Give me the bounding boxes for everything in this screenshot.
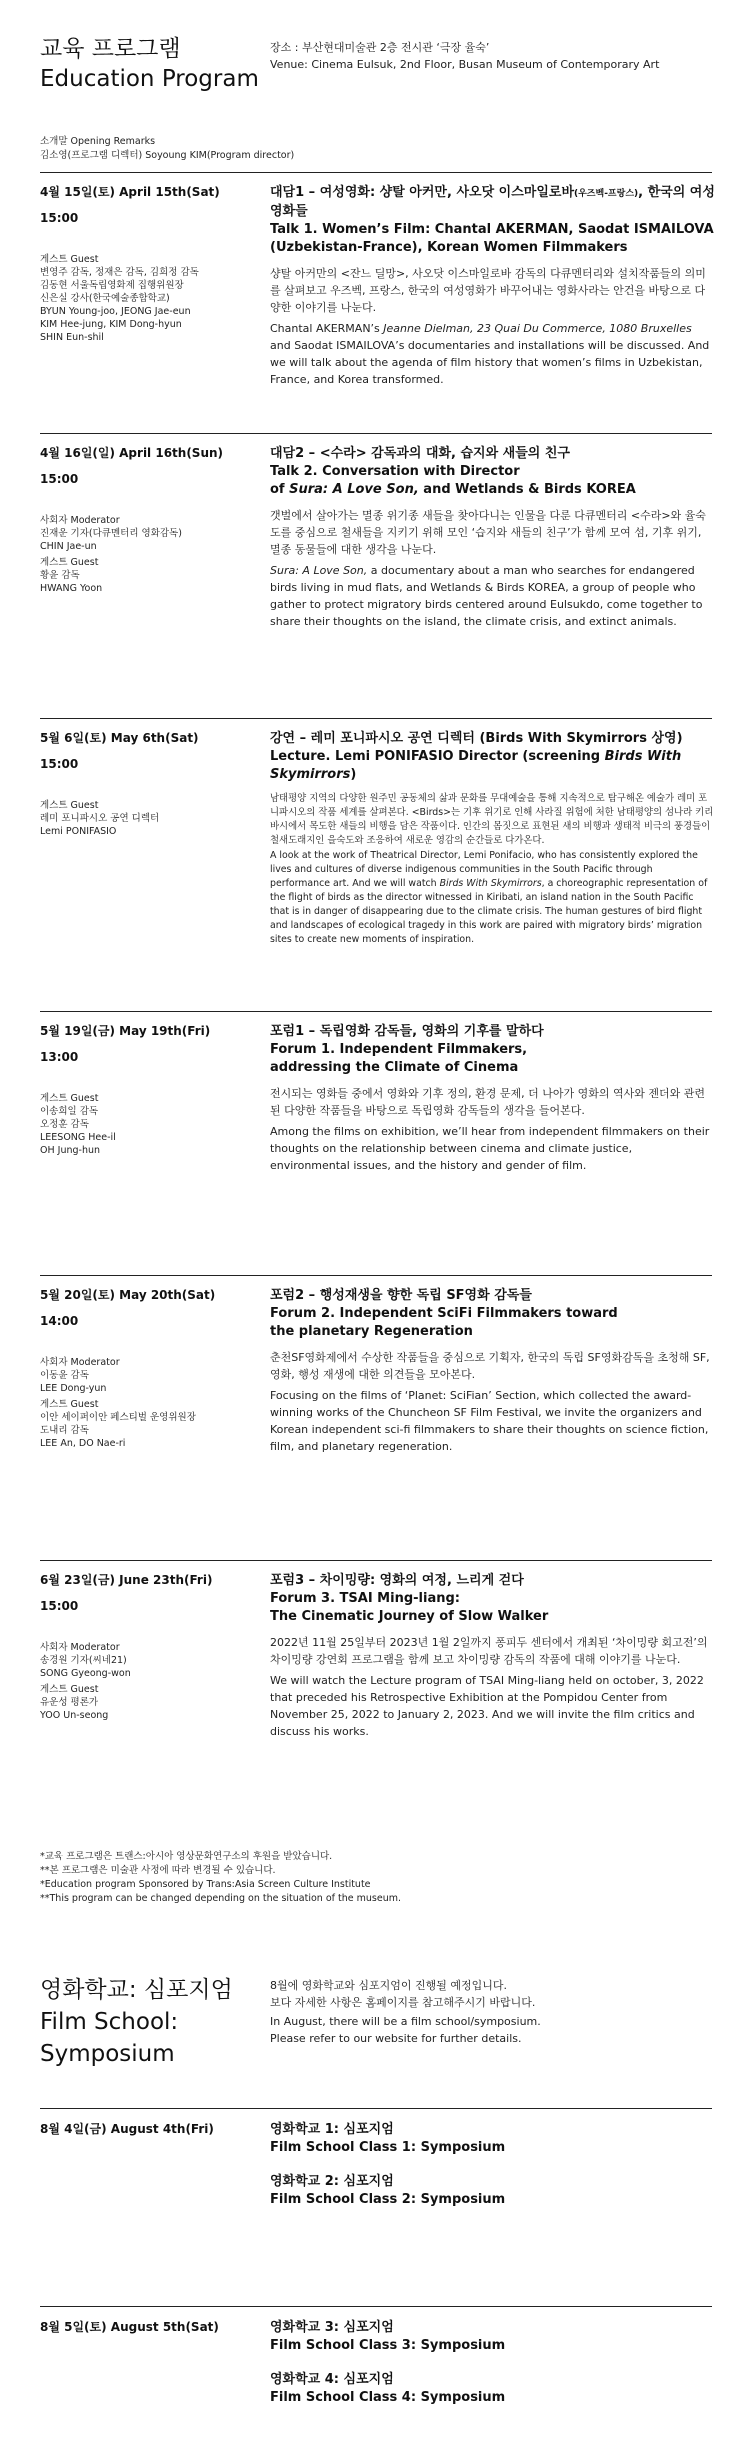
event-title-ko: 대담2 – <수라> 감독과의 대화, 습지와 새들의 친구 <box>270 446 570 461</box>
event-desc-ko: 전시되는 영화들 중에서 영화와 기후 정의, 환경 문제, 더 나아가 영화의 역사와 젠더와 관련된 다양한 작품들을 바탕으로 독립영화 감독들의 생각을 들어본다. <box>270 1087 705 1117</box>
class-title-en: Film School Class 1: Symposium <box>270 2140 506 2155</box>
person: BYUN Young-joo, JEONG Jae-eun <box>40 306 191 317</box>
event-title-en <box>270 748 715 766</box>
event-time: 14:00 <box>40 1314 79 1328</box>
role-label: 게스트 Guest <box>40 254 99 265</box>
desc-en-part: and Saodat ISMAILOVA’s documentaries and installations will be discussed. And we will talk about the agenda of film history that women’s films in Uzbekistan, France, and Korea transformed. <box>270 339 710 386</box>
title-ko-sub: (우즈벡-프랑스) <box>574 189 639 199</box>
session-1-classes <box>270 2121 715 2209</box>
session-date: 8월 5일(토) August 5th(Sat) <box>40 2320 219 2334</box>
role-label: 사회자 Moderator <box>40 1357 120 1368</box>
title-ko-main: 대담1 – 여성영화: 샹탈 아커만, 사오닷 이스마일로바 <box>270 185 574 200</box>
event-desc-en: We will watch the Lecture program of TSAI Ming-liang held on october, 3, 2022 that preceded his Retrospective Exhibition at the Pompidou Center from November 25, 2022 to January 2, 2023. And we will invite the film critics and discuss his works. <box>270 1674 704 1738</box>
event-title-en-2 <box>270 481 715 499</box>
person: 레미 포니파시오 공연 디렉터 <box>40 813 160 824</box>
person: SHIN Eun-shil <box>40 332 104 343</box>
event-title-ko: 포럼1 – 독립영화 감독들, 영화의 기후를 말하다 <box>270 1024 544 1039</box>
person: 진재운 기자(다큐멘터리 영화감독) <box>40 528 182 539</box>
title-part: ) <box>350 767 357 782</box>
event-6-meta <box>40 1572 265 1722</box>
person: LEESONG Hee-il <box>40 1132 116 1143</box>
event-time: 15:00 <box>40 211 79 225</box>
person: 송경원 기자(씨네21) <box>40 1655 127 1666</box>
event-1-meta <box>40 184 265 344</box>
event-5-meta <box>40 1287 265 1450</box>
person: 이동윤 감독 <box>40 1370 89 1381</box>
event-title-ko: 강연 – 레미 포니파시오 공연 디렉터 (Birds With Skymirrors 상영) <box>270 731 683 746</box>
footnote: *교육 프로그램은 트랜스:아시아 영상문화연구소의 후원을 받았습니다. <box>40 1851 333 1862</box>
role-label: 게스트 Guest <box>40 557 99 568</box>
divider <box>40 718 712 719</box>
event-2-meta <box>40 445 265 595</box>
divider <box>40 1275 712 1276</box>
event-desc-ko: 2022년 11월 25일부터 2023년 1월 2일까지 퐁피두 센터에서 개최된 ‘차이밍량 회고전’의 차이밍량 강연회 프로그램을 함께 보고 차이밍량 감독의 작품에 대해 이야기를 나눈다. <box>270 1636 708 1666</box>
person: 변영주 감독, 정재은 감독, 김희정 감독 <box>40 267 199 278</box>
title-italic: Birds With <box>604 749 682 764</box>
venue-ko: 장소 : 부산현대미술관 2층 전시관 ‘극장 율숙’ <box>270 41 490 54</box>
event-4-body <box>270 1023 715 1174</box>
person: LEE An, DO Nae-ri <box>40 1438 126 1449</box>
film-school-intro: In August, there will be a film school/symposium. <box>270 2015 541 2028</box>
event-date: 5월 6일(토) May 6th(Sat) <box>40 731 199 745</box>
person: 황윤 감독 <box>40 570 80 581</box>
person: 오정훈 감독 <box>40 1119 89 1130</box>
event-title-en: Talk 2. Conversation with Director <box>270 464 520 479</box>
event-6-body <box>270 1572 715 1740</box>
event-date: 4월 15일(토) April 15th(Sat) <box>40 185 220 199</box>
event-date: 4월 16일(일) April 16th(Sun) <box>40 446 224 460</box>
person: 이송희일 감독 <box>40 1106 99 1117</box>
event-time: 13:00 <box>40 1050 79 1064</box>
title-italic: Skymirrors <box>270 767 351 782</box>
event-title-en: Forum 2. Independent SciFi Filmmakers toward <box>270 1306 618 1321</box>
person: OH Jung-hun <box>40 1145 101 1156</box>
film-school-intro: 보다 자세한 사항은 홈페이지를 참고해주시기 바랍니다. <box>270 1996 536 2009</box>
title-part: and Wetlands & Birds KOREA <box>418 482 636 497</box>
desc-en-italic: Jeanne Dielman, 23 Quai Du Commerce, 1080 Bruxelles <box>383 322 692 335</box>
divider <box>40 2306 712 2307</box>
event-desc-ko: 샹탈 아커만의 <잔느 딜망>, 사오닷 이스마일로바 감독의 다큐멘터리와 설치작품들의 의미를 살펴보고 우즈벡, 프랑스, 한국의 여성영화가 바꾸어내는 영화사라는 안건을 바탕으로 다양한 이야기를 나눈다. <box>270 267 706 314</box>
class-title-ko: 영화학교 2: 심포지엄 <box>270 2174 394 2189</box>
class-title-ko: 영화학교 4: 심포지엄 <box>270 2372 394 2387</box>
footnote: **본 프로그램은 미술관 사정에 따라 변경될 수 있습니다. <box>40 1865 276 1876</box>
film-school-title-en: Film School: <box>40 2009 179 2035</box>
desc-en-part: Chantal AKERMAN’s <box>270 322 384 335</box>
page-title-ko: 교육 프로그램 <box>40 36 181 62</box>
person: LEE Dong-yun <box>40 1383 107 1394</box>
page-title-en: Education Program <box>40 66 259 92</box>
role-label: 사회자 Moderator <box>40 1642 120 1653</box>
event-1-body <box>270 184 715 388</box>
desc-en-part: a documentary about a man who searches for endangered birds living in mud flats, and Wetlands & Birds KOREA, a group of people who gather to protect migratory birds centered around Eulsukdo, come together to share their thoughts on the island, the climate crisis, and extinct animals. <box>270 564 703 628</box>
event-title-ko: 포럼2 – 행성재생을 향한 독립 SF영화 감독들 <box>270 1288 532 1303</box>
person: Lemi PONIFASIO <box>40 826 117 837</box>
desc-en-part: A look at the work of Theatrical Director, Lemi Ponifacio, who has consistently explored the lives and cultures of diverse indigenous communities in the South Pacific through performance art. And we will watch <box>270 850 698 889</box>
event-desc-en <box>270 320 715 388</box>
class-title-en: Film School Class 3: Symposium <box>270 2338 506 2353</box>
event-title-ko <box>270 184 715 221</box>
divider <box>40 433 712 434</box>
event-date: 5월 19일(금) May 19th(Fri) <box>40 1024 211 1038</box>
event-title-en-2: (Uzbekistan-France), Korean Women Filmmakers <box>270 240 628 255</box>
title-ko-end: , 한국의 여성영화들 <box>270 185 715 219</box>
event-title-ko: 포럼3 – 차이밍량: 영화의 여정, 느리게 걷다 <box>270 1573 524 1588</box>
film-school-intro: Please refer to our website for further details. <box>270 2032 522 2045</box>
film-school-title-ko: 영화학교: 심포지엄 <box>40 1977 233 2003</box>
person: 신은실 강사(한국예술종합학교) <box>40 293 170 304</box>
event-5-body <box>270 1287 715 1455</box>
event-desc-en: Focusing on the films of ‘Planet: SciFian’ Section, which collected the award-winning works of the Chuncheon SF Film Festival, we invite the organizers and Korean independent sci-fi filmmakers to share their thoughts on science fiction, film, and planetary regeneration. <box>270 1389 709 1453</box>
event-desc-en <box>270 562 715 630</box>
role-label: 사회자 Moderator <box>40 515 120 526</box>
person: 도내리 감독 <box>40 1425 89 1436</box>
event-desc-ko: 갯벌에서 살아가는 멸종 위기종 새들을 찾아다니는 인물을 다룬 다큐멘터리 <수라>와 율숙도를 중심으로 철새들을 지키기 위해 모인 ‘습지와 새들의 친구’가 함께 모여 섬, 기후 위기, 멸종 동물들에 대한 생각을 나눈다. <box>270 509 706 556</box>
event-title-en: Talk 1. Women’s Film: Chantal AKERMAN, Saodat ISMAILOVA <box>270 222 714 237</box>
class-title-en: Film School Class 2: Symposium <box>270 2192 506 2207</box>
person: KIM Hee-jung, KIM Dong-hyun <box>40 319 182 330</box>
event-date: 5월 20일(토) May 20th(Sat) <box>40 1288 216 1302</box>
event-2-body <box>270 445 715 630</box>
footnote: *Education program Sponsored by Trans:Asia Screen Culture Institute <box>40 1879 371 1890</box>
person: 이안 세이퍼이안 페스티벌 운영위원장 <box>40 1412 196 1423</box>
divider <box>40 1560 712 1561</box>
person: CHIN Jae-un <box>40 541 97 552</box>
event-3-meta <box>40 730 265 838</box>
event-4-meta <box>40 1023 265 1157</box>
person: 유운성 평론가 <box>40 1697 99 1708</box>
session-2-classes <box>270 2319 715 2407</box>
film-school-intro: 8월에 영화학교와 심포지엄이 진행될 예정입니다. <box>270 1979 507 1992</box>
title-italic: Sura: A Love Son, <box>289 482 419 497</box>
role-label: 게스트 Guest <box>40 800 99 811</box>
class-title-en: Film School Class 4: Symposium <box>270 2390 506 2405</box>
event-time: 15:00 <box>40 1599 79 1613</box>
event-desc-ko: 남태평양 지역의 다양한 원주민 공동체의 삶과 문화를 무대예술을 통해 지속적으로 탐구해온 예술가 레미 포니파시오의 작품 세계를 살펴본다. <Birds>는 기후 위기로 인해 사라질 위험에 처한 남태평양의 섬나라 키리바시에서 목도한 새들의 비행을 담은 작품이다. 인간의 몸짓으로 표현된 새의 비행과 생태적 비극의 풍경들이 철새도래지인 을숙도와 조응하여 새로운 영감의 순간들로 다가온다. <box>270 793 714 846</box>
opening-remarks-label: 소개말 Opening Remarks <box>40 136 156 147</box>
event-title-en-2: The Cinematic Journey of Slow Walker <box>270 1609 549 1624</box>
class-title-ko: 영화학교 3: 심포지엄 <box>270 2320 394 2335</box>
divider <box>40 2108 712 2109</box>
role-label: 게스트 Guest <box>40 1093 99 1104</box>
event-title-en-2 <box>270 766 715 784</box>
title-part: of <box>270 482 290 497</box>
venue-en: Venue: Cinema Eulsuk, 2nd Floor, Busan Museum of Contemporary Art <box>270 58 660 71</box>
desc-en-part: , a choreographic representation of the flight of birds as the director witnessed in Kiribati, an island nation in the South Pacific that is in danger of disappearing due to the climate crisis. The human gestures of bird flight and landscapes of ecological tragedy in this work are paired with migratory birds’ migration sites to create new moments of inspiration. <box>270 878 708 945</box>
person: SONG Gyeong-won <box>40 1668 131 1679</box>
person: HWANG Yoon <box>40 583 103 594</box>
event-title-en: Forum 1. Independent Filmmakers, <box>270 1042 528 1057</box>
event-time: 15:00 <box>40 472 79 486</box>
divider <box>40 1011 712 1012</box>
film-school-title-en-2: Symposium <box>40 2041 175 2067</box>
divider <box>40 172 712 173</box>
role-label: 게스트 Guest <box>40 1399 99 1410</box>
desc-en-italic: Sura: A Love Son, <box>270 564 368 577</box>
event-title-en-2: addressing the Climate of Cinema <box>270 1060 519 1075</box>
session-date: 8월 4일(금) August 4th(Fri) <box>40 2122 214 2136</box>
event-time: 15:00 <box>40 757 79 771</box>
event-desc-ko: 춘천SF영화제에서 수상한 작품들을 중심으로 기획자, 한국의 독립 SF영화감독을 초청해 SF, 영화, 행성 재생에 대한 의견들을 모아본다. <box>270 1351 710 1381</box>
role-label: 게스트 Guest <box>40 1684 99 1695</box>
event-date: 6월 23일(금) June 23th(Fri) <box>40 1573 213 1587</box>
person: YOO Un-seong <box>40 1710 109 1721</box>
event-title-en-2: the planetary Regeneration <box>270 1324 473 1339</box>
class-title-ko: 영화학교 1: 심포지엄 <box>270 2122 394 2137</box>
event-desc-en: Among the films on exhibition, we’ll hear from independent filmmakers on their thoughts on the relationship between cinema and climate justice, environmental issues, and the history and gender of film. <box>270 1125 710 1172</box>
opening-remarks-name: 김소영(프로그램 디렉터) Soyoung KIM(Program director) <box>40 150 295 161</box>
event-title-en: Forum 3. TSAI Ming-liang: <box>270 1591 460 1606</box>
person: 김동현 서울독립영화제 집행위원장 <box>40 280 184 291</box>
footnote: **This program can be changed depending on the situation of the museum. <box>40 1893 401 1904</box>
event-desc-en <box>270 849 715 947</box>
title-part: Lecture. Lemi PONIFASIO Director (screening <box>270 749 605 764</box>
desc-en-italic: Birds With Skymirrors <box>439 878 542 889</box>
event-3-body <box>270 730 715 947</box>
